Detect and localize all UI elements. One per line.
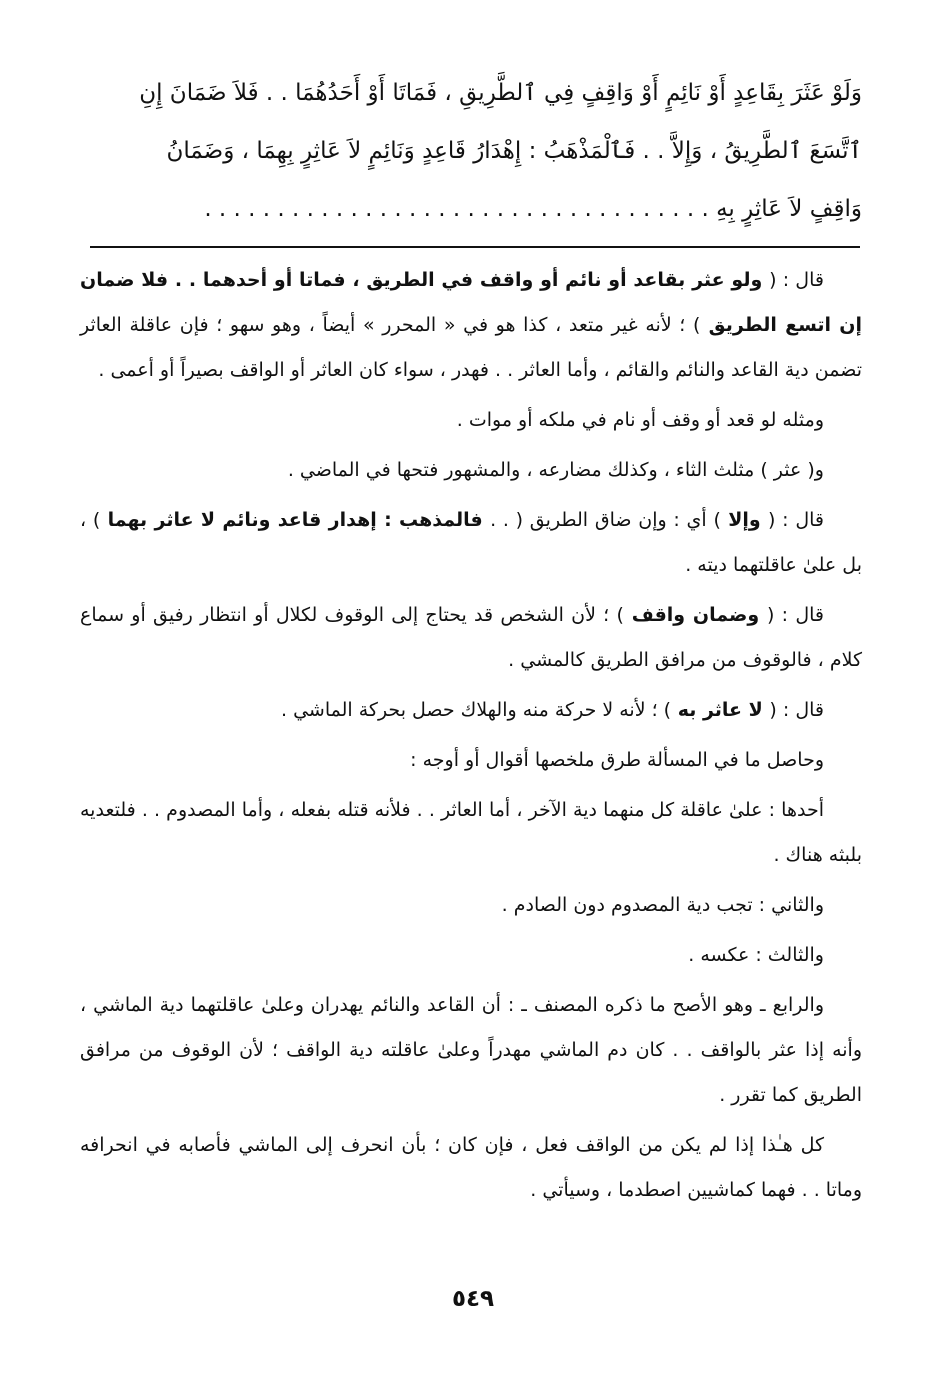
commentary-paragraph: ومثله لو قعد أو وقف أو نام في ملكه أو موات . bbox=[456, 409, 824, 431]
commentary-paragraph bbox=[80, 258, 862, 393]
commentary-paragraph bbox=[80, 498, 862, 588]
commentary-text: ) ؛ لأنه غير متعد ، كذا هو في « المحرر » أيضاً ، وهو سهو ؛ فإن عاقلة العاثر تضمن دية القاعد والنائم والقائم ، وأما العاثر . . فهدر ، سواء كان العاثر أو الواقف بصيراً أو أعمى . bbox=[80, 314, 862, 381]
commentary-block bbox=[80, 258, 862, 1218]
section-divider bbox=[90, 246, 860, 248]
quote-intro: قال : ( bbox=[769, 269, 824, 291]
commentary-text: ) ؛ لأنه لا حركة منه والهلاك حصل بحركة الماشي . bbox=[281, 699, 672, 721]
commentary-paragraph: كل هـٰذا إذا لم يكن من الواقف فعل ، فإن كان ؛ بأن انحرف إلى الماشي فأصابه في انحرافه وماتا . . فهما كماشيين اصطدما ، وسيأتي . bbox=[80, 1134, 862, 1201]
commentary-paragraph: والثالث : عكسه . bbox=[688, 944, 824, 966]
commentary-paragraph: و( عثر ) مثلث الثاء ، وكذلك مضارعه ، والمشهور فتحها في الماضي . bbox=[287, 459, 824, 481]
commentary-paragraph: والرابع ـ وهو الأصح ما ذكره المصنف ـ : أن القاعد والنائم يهدران وعلىٰ عاقلتهما دية الماشي ، وأنه إذا عثر بالواقف . . كان دم الماشي مهدراً وعلىٰ عاقلته دية الواقف ؛ لأن الوقوف من مرافق الطريق كما تقرر . bbox=[80, 994, 862, 1106]
main-text-line: وَلَوْ عَثَرَ بِقَاعِدٍ أَوْ نَائِمٍ أَوْ وَاقِفٍ فِي ٱلطَّرِيقِ ، فَمَاتَا أَوْ أَحَدُهُمَا . . فَلاَ ضَمَانَ إِنِ bbox=[139, 80, 862, 106]
commentary-paragraph: والثاني : تجب دية المصدوم دون الصادم . bbox=[501, 894, 824, 916]
commentary-paragraph: أحدها : علىٰ عاقلة كل منهما دية الآخر ، أما العاثر . . فلأنه قتله بفعله ، وأما المصدوم . . فلتعديه بلبثه هناك . bbox=[80, 799, 862, 866]
main-text-block bbox=[80, 64, 862, 238]
quoted-text: لا عاثر به bbox=[671, 699, 770, 721]
commentary-text: ) ، بل علىٰ عاقلتهما ديته . bbox=[80, 509, 862, 576]
commentary-paragraph bbox=[80, 688, 862, 733]
quoted-text: ولو عثر بقاعد أو نائم أو واقف في الطريق ، فماتا أو أحدهما . . فلا ضمان إن اتسع الطريق bbox=[80, 269, 863, 336]
commentary-text: ) أي : وإن ضاق الطريق ( . . bbox=[490, 509, 721, 531]
quoted-text: وإلا bbox=[720, 509, 768, 531]
main-text-line: ٱتَّسَعَ ٱلطَّرِيقُ ، وَإِلاَّ . . فَٱلْمَذْهَبُ : إِهْدَارُ قَاعِدٍ وَنَائِمٍ لاَ عَاثِرٍ بِهِمَا ، وَضَمَانُ bbox=[166, 138, 862, 164]
page-number: ٥٤٩ bbox=[451, 1286, 495, 1312]
commentary-paragraph: وحاصل ما في المسألة طرق ملخصها أقوال أو أوجه : bbox=[410, 749, 824, 771]
quoted-text: فالمذهب : إهدار قاعد ونائم لا عاثر بهما bbox=[100, 509, 491, 531]
main-text-line: وَاقِفٍ لاَ عَاثِرٍ بِهِ . . . . . . . . . . . . . . . . . . . . . . . . . . . . . . . . . . . bbox=[204, 196, 862, 222]
commentary-paragraph bbox=[80, 593, 862, 683]
quote-intro: قال : ( bbox=[769, 699, 824, 721]
quote-intro: قال : ( bbox=[768, 509, 824, 531]
quoted-text: وضمان واقف bbox=[623, 604, 767, 626]
commentary-text: ) ؛ لأن الشخص قد يحتاج إلى الوقوف لكلال أو انتظار رفيق أو سماع كلام ، فالوقوف من مرافق الطريق كالمشي . bbox=[80, 604, 862, 671]
quote-intro: قال : ( bbox=[767, 604, 824, 626]
